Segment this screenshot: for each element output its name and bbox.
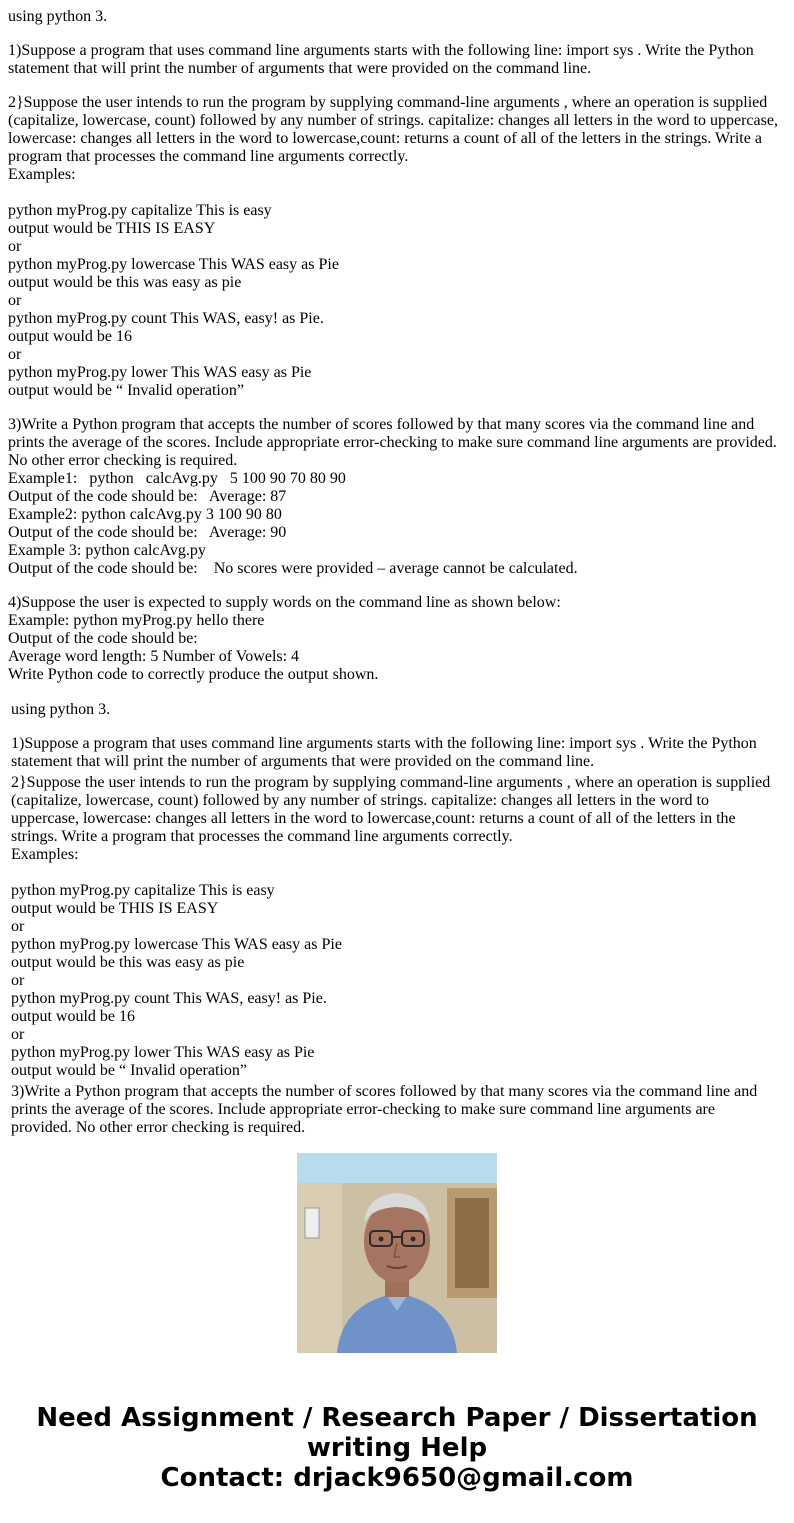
text-line: Example: python myProg.py hello there	[8, 612, 265, 629]
text-line: Output of the code should be: Average: 87	[8, 488, 287, 505]
example-line: output would be “ Invalid operation”	[8, 382, 244, 399]
text-line: 1)Suppose a program that uses command line arguments starts with the following line: import sys . Write the Python	[8, 42, 754, 59]
example-line: python myProg.py capitalize This is easy	[11, 882, 275, 899]
text-line: Output of the code should be: No scores were provided – average cannot be calculated.	[8, 560, 578, 577]
text-line: provided. No other error checking is required.	[11, 1119, 306, 1136]
text-line: Output of the code should be: Average: 90	[8, 524, 287, 541]
example-line: or	[11, 918, 25, 935]
text-line: 2}Suppose the user intends to run the program by supplying command-line arguments , where an operation is supplied	[11, 774, 771, 791]
footer-subline: writing Help	[306, 1433, 488, 1463]
example-line: python myProg.py lower This WAS easy as Pie	[8, 364, 312, 381]
intro-line: using python 3.	[8, 8, 108, 25]
text-line: statement that will print the number of arguments that were provided on the command line.	[8, 60, 592, 77]
text-line: Examples:	[11, 846, 79, 863]
example-line: python myProg.py lowercase This WAS easy as Pie	[11, 936, 342, 953]
question-text	[8, 8, 784, 684]
question-text-repeat	[11, 701, 781, 1136]
examples	[8, 202, 784, 400]
blank-line	[11, 864, 781, 882]
text-line: Write Python code to correctly produce the output shown.	[8, 666, 379, 683]
text-line: strings. Write a program that processes the command line arguments correctly.	[11, 828, 513, 845]
footer-contact: Contact: drjack9650@gmail.com	[160, 1463, 634, 1493]
text-line: Average word length: 5 Number of Vowels: 4	[8, 648, 300, 665]
question-3	[11, 1083, 781, 1137]
example-line: python myProg.py lowercase This WAS easy as Pie	[8, 256, 339, 273]
example-line: or	[8, 346, 22, 363]
example-line: or	[8, 292, 22, 309]
intro-line: using python 3.	[11, 701, 111, 718]
example-line: python myProg.py capitalize This is easy	[8, 202, 272, 219]
example-line: output would be 16	[8, 328, 132, 345]
question-2	[11, 774, 781, 864]
example-line: or	[11, 972, 25, 989]
text-line: 1)Suppose a program that uses command line arguments starts with the following line: import sys . Write the Python	[11, 735, 757, 752]
text-line: prints the average of the scores. Include appropriate error-checking to make sure command line arguments are provided.	[8, 434, 777, 451]
footer-ad	[0, 1403, 794, 1493]
examples	[11, 882, 781, 1080]
example-line: output would be this was easy as pie	[11, 954, 245, 971]
example-line: python myProg.py count This WAS, easy! as Pie.	[8, 310, 324, 327]
text-line: Example2: python calcAvg.py 3 100 90 80	[8, 506, 282, 523]
text-line: Example1: python calcAvg.py 5 100 90 70 80 90	[8, 470, 346, 487]
example-line: python myProg.py lower This WAS easy as Pie	[11, 1044, 315, 1061]
text-line: Output of the code should be:	[8, 630, 198, 647]
question-4	[8, 594, 784, 684]
question-1	[8, 42, 784, 78]
text-line: No other error checking is required.	[8, 452, 238, 469]
example-line: python myProg.py count This WAS, easy! as Pie.	[11, 990, 327, 1007]
text-line: prints the average of the scores. Include appropriate error-checking to make sure command line arguments are	[11, 1101, 715, 1118]
question-1	[11, 735, 781, 771]
example-line: or	[11, 1026, 25, 1043]
text-line: (capitalize, lowercase, count) followed by any number of strings. capitalize: changes all letters in the word to uppercase,	[8, 112, 778, 129]
text-line: uppercase, lowercase: changes all letters in the word to lowercase,count: returns a count of all of the letters in the	[11, 810, 736, 827]
question-2	[8, 94, 784, 184]
text-line: Example 3: python calcAvg.py	[8, 542, 206, 559]
example-line: output would be THIS IS EASY	[11, 900, 219, 917]
footer-headline: Need Assignment / Research Paper / Dissertation	[36, 1403, 758, 1433]
author-photo	[297, 1153, 497, 1353]
text-line: 4)Suppose the user is expected to supply words on the command line as shown below:	[8, 594, 561, 611]
example-line: output would be “ Invalid operation”	[11, 1062, 247, 1079]
question-3	[8, 416, 784, 578]
blank-line	[8, 184, 784, 202]
text-line: lowercase: changes all letters in the word to lowercase,count: returns a count of all of the letters in the strings. Write a	[8, 130, 762, 147]
example-line: output would be THIS IS EASY	[8, 220, 216, 237]
example-line: output would be this was easy as pie	[8, 274, 242, 291]
example-line: or	[8, 238, 22, 255]
text-line: 3)Write a Python program that accepts the number of scores followed by that many scores via the command line and	[11, 1083, 758, 1100]
text-line: (capitalize, lowercase, count) followed by any number of strings. capitalize: changes all letters in the word to	[11, 792, 709, 809]
text-line: Examples:	[8, 166, 76, 183]
example-line: output would be 16	[11, 1008, 135, 1025]
text-line: 2}Suppose the user intends to run the program by supplying command-line arguments , where an operation is supplied	[8, 94, 768, 111]
text-line: 3)Write a Python program that accepts the number of scores followed by that many scores via the command line and	[8, 416, 755, 433]
author-avatar	[297, 1153, 497, 1353]
text-line: statement that will print the number of arguments that were provided on the command line.	[11, 753, 595, 770]
text-line: program that processes the command line arguments correctly.	[8, 148, 409, 165]
